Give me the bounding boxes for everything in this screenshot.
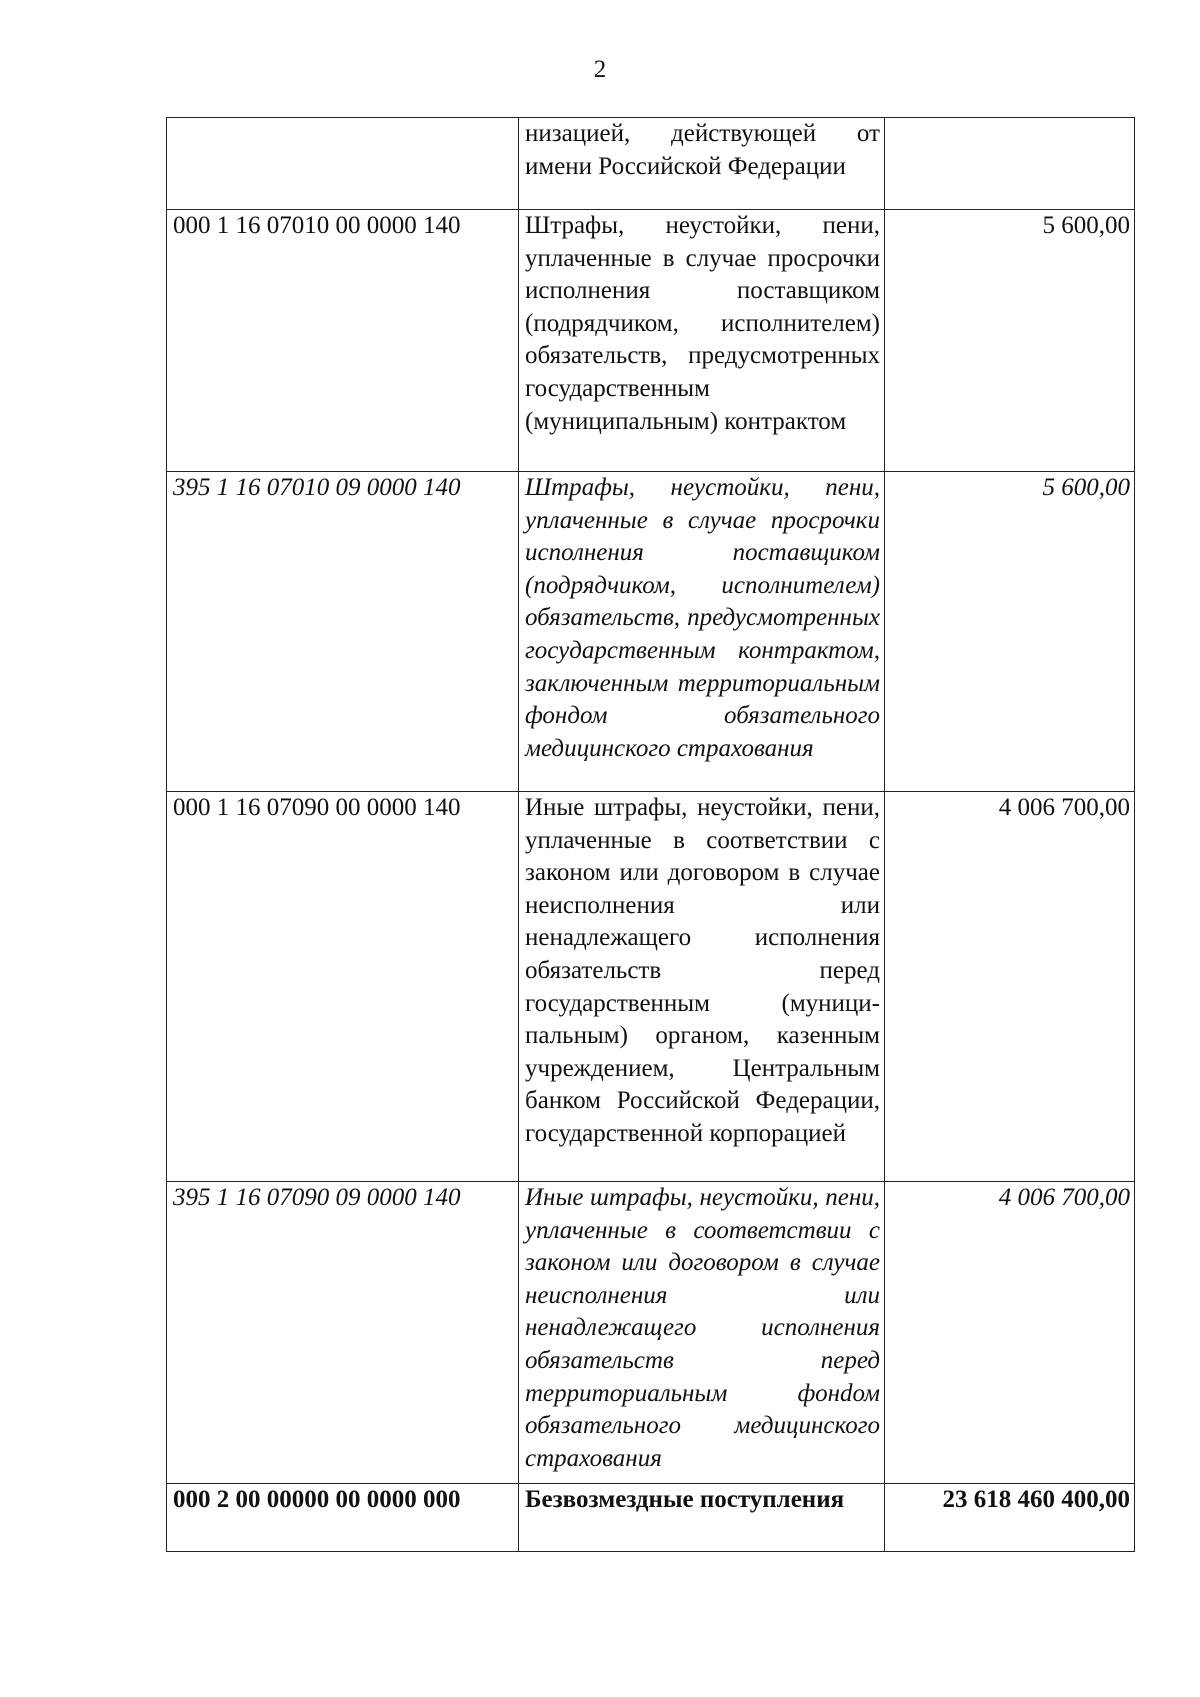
revenue-name-cell: Безвозмездные поступления — [519, 1484, 885, 1552]
amount-cell: 5 600,00 — [885, 210, 1135, 472]
amount-cell: 4 006 700,00 — [885, 792, 1135, 1182]
page-number: 2 — [593, 56, 607, 83]
budget-code-cell: 000 2 00 00000 00 0000 000 — [167, 1484, 519, 1552]
amount-cell: 5 600,00 — [885, 472, 1135, 792]
table-row — [167, 1182, 1135, 1484]
budget-revenue-table — [166, 117, 1135, 1552]
revenue-name-cell: Иные штрафы, неустойки, пени, уплаченные в соответствии с законом или договором в случае неисполнения или ненадлежащего исполнения обязательств перед государственным (муниципальным) органом, казенным учреждением, Центральным банком Российской Федерации, государственной корпорацией — [519, 792, 885, 1182]
table-row — [167, 472, 1135, 792]
budget-code-cell — [167, 118, 519, 210]
budget-code-cell: 395 1 16 07090 09 0000 140 — [167, 1182, 519, 1484]
amount-cell — [885, 118, 1135, 210]
table-row — [167, 210, 1135, 472]
revenue-name-cell: низацией, действующей от имени Российской Федерации — [519, 118, 885, 210]
table-row — [167, 1484, 1135, 1552]
table-row — [167, 792, 1135, 1182]
amount-cell: 4 006 700,00 — [885, 1182, 1135, 1484]
revenue-name-cell: Штрафы, неустойки, пени, уплаченные в случае просрочки исполнения поставщиком (подрядчиком, исполнителем) обязательств, предусмотренных государственным контрактом, заключенным территориальным фондом обязательного медицинского страхования — [519, 472, 885, 792]
budget-code-cell: 000 1 16 07090 00 0000 140 — [167, 792, 519, 1182]
amount-cell: 23 618 460 400,00 — [885, 1484, 1135, 1552]
table-row — [167, 118, 1135, 210]
budget-code-cell: 395 1 16 07010 09 0000 140 — [167, 472, 519, 792]
budget-code-cell: 000 1 16 07010 00 0000 140 — [167, 210, 519, 472]
revenue-name-cell: Иные штрафы, неустойки, пени, уплаченные в соответствии с законом или договором в случае неисполнения или ненадлежащего исполнения обязательств перед территориальным фонdом обязательного медицинского страхования — [519, 1182, 885, 1484]
revenue-name-cell: Штрафы, неустойки, пени, уплаченные в случае просрочки исполнения поставщиком (подрядчиком, исполнителем) обязательств, предусмотренных государственным (муниципальным) контрактом — [519, 210, 885, 472]
